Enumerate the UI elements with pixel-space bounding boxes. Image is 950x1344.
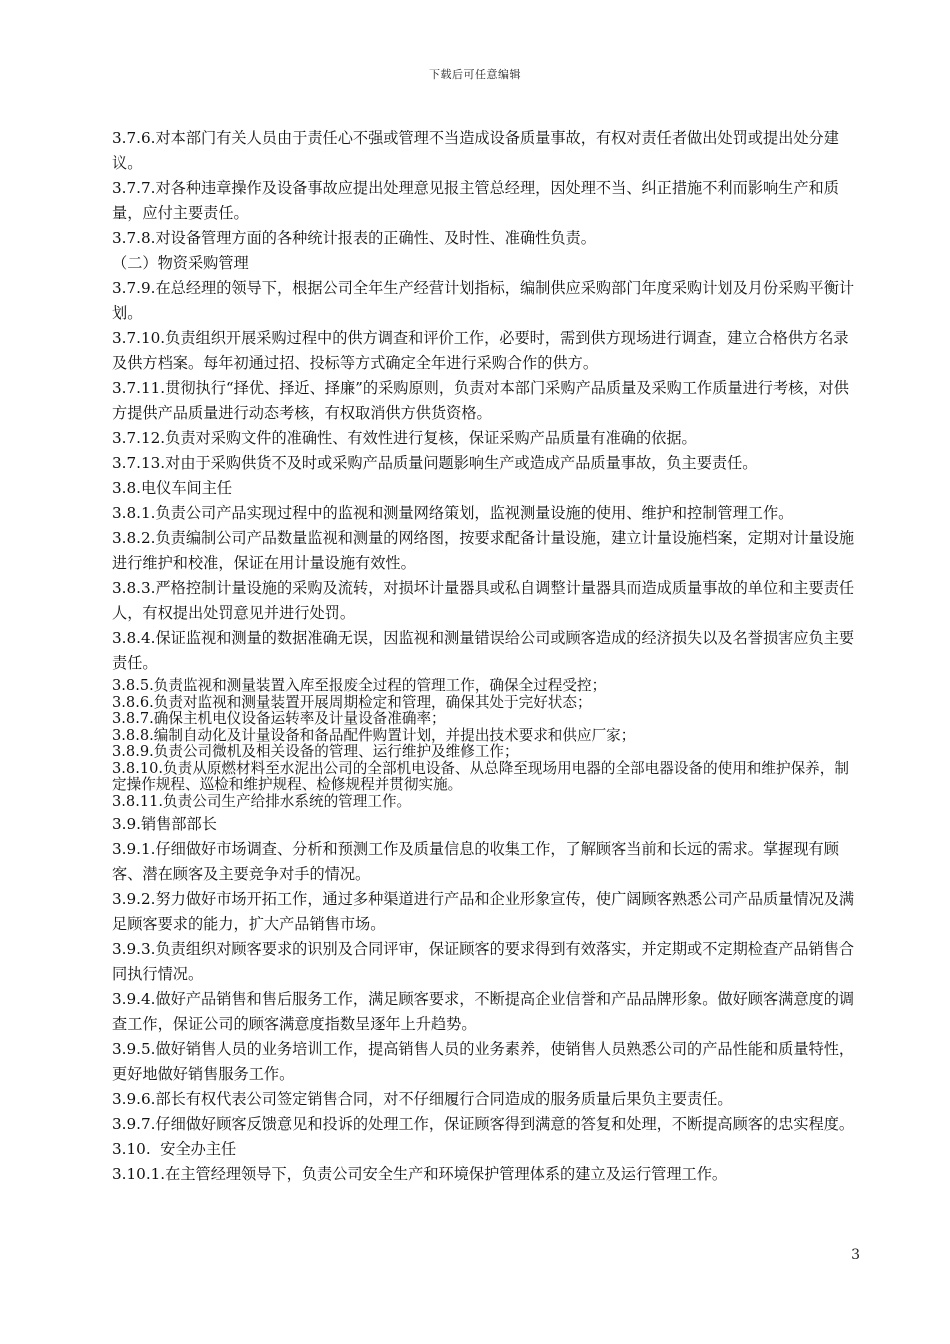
paragraph-3-7-11: 3.7.11.贯彻执行“择优、择近、择廉”的采购原则，负责对本部门采购产品质量及采购工作质量进行考核，对供方提供产品质量进行动态考核，有权取消供方供货资格。 [112,379,849,422]
paragraph-3-10-1: 3.10.1.在主管经理领导下，负责公司安全生产和环境保护管理体系的建立及运行管理工作。 [112,1165,728,1183]
paragraph-3-8-5: 3.8.5.负责监视和测量装置入库至报废全过程的管理工作，确保全过程受控； [112,677,607,694]
paragraph-3-8-6: 3.8.6.负责对监视和测量装置开展周期检定和管理，确保其处于完好状态； [112,693,592,711]
section-heading-3-8: 3.8.电仪车间主任 [112,479,233,497]
paragraph-3-8-10: 3.8.10.负责从原燃材料至水泥出公司的全部机电设备、从总降至现场用电器的全部电器设备的使用和维护保养，制定操作规程、巡检和维护规程、检修规程并贯彻实施。 [112,759,849,793]
page-number: 3 [851,1247,860,1263]
section-heading-3-10: 3.10. 安全办主任 [112,1140,237,1158]
paragraph-3-8-9: 3.8.9.负责公司微机及相关设备的管理、运行维护及维修工作； [112,743,519,760]
paragraph-3-8-1: 3.8.1.负责公司产品实现过程中的监视和测量网络策划，监视测量设施的使用、维护和控制管理工作。 [112,504,794,522]
paragraph-3-9-7: 3.9.7.仔细做好顾客反馈意见和投诉的处理工作，保证顾客得到满意的答复和处理，不断提高顾客的忠实程度。 [112,1115,855,1133]
document-body [112,126,860,1187]
paragraph-3-8-4: 3.8.4.保证监视和测量的数据准确无误，因监视和测量错误给公司或顾客造成的经济损失以及名誉损害应负主要责任。 [112,629,855,672]
paragraph-3-9-3: 3.9.3.负责组织对顾客要求的识别及合同评审，保证顾客的要求得到有效落实，并定期或不定期检查产品销售合同执行情况。 [112,940,855,983]
paragraph-3-7-13: 3.7.13.对由于采购供货不及时或采购产品质量问题影响生产或造成产品质量事故，负主要责任。 [112,454,758,472]
section-heading-material-procurement: （二）物资采购管理 [112,254,249,272]
paragraph-3-7-12: 3.7.12.负责对采购文件的准确性、有效性进行复核，保证采购产品质量有准确的依据。 [112,429,697,447]
paragraph-3-8-2: 3.8.2.负责编制公司产品数量监视和测量的网络图，按要求配备计量设施，建立计量设施档案，定期对计量设施进行维护和校准，保证在用计量设施有效性。 [112,529,855,572]
paragraph-3-9-6: 3.9.6.部长有权代表公司签定销售合同，对不仔细履行合同造成的服务质量后果负主要责任。 [112,1090,733,1108]
paragraph-3-9-1: 3.9.1.仔细做好市场调查、分析和预测工作及质量信息的收集工作，了解顾客当前和长远的需求。掌握现有顾客、潜在顾客及主要竞争对手的情况。 [112,840,839,883]
tight-paragraph-group [112,678,860,810]
paragraph-3-8-11: 3.8.11.负责公司生产给排水系统的管理工作。 [112,792,412,810]
paragraph-3-7-6: 3.7.6.对本部门有关人员由于责任心不强或管理不当造成设备质量事故，有权对责任者做出处罚或提出处分建议。 [112,129,839,172]
paragraph-3-7-9: 3.7.9.在总经理的领导下，根据公司全年生产经营计划指标，编制供应采购部门年度采购计划及月份采购平衡计划。 [112,279,855,322]
page-header: 下载后可任意编辑 [429,68,521,81]
paragraph-3-7-10: 3.7.10.负责组织开展采购过程中的供方调查和评价工作，必要时，需到供方现场进行调查，建立合格供方名录及供方档案。每年初通过招、投标等方式确定全年进行采购合作的供方。 [112,329,849,372]
paragraph-3-9-5: 3.9.5.做好销售人员的业务培训工作，提高销售人员的业务素养，使销售人员熟悉公司的产品性能和质量特性，更好地做好销售服务工作。 [112,1040,855,1083]
paragraph-3-8-3: 3.8.3.严格控制计量设施的采购及流转，对损坏计量器具或私自调整计量器具而造成质量事故的单位和主要责任人，有权提出处罚意见并进行处罚。 [112,579,855,622]
paragraph-3-8-7: 3.8.7.确保主机电仪设备运转率及计量设备准确率； [112,710,446,727]
paragraph-3-8-8: 3.8.8.编制自动化及计量设备和备品配件购置计划，并提出技术要求和供应厂家； [112,726,636,744]
section-heading-3-9: 3.9.销售部部长 [112,815,217,833]
paragraph-3-9-4: 3.9.4.做好产品销售和售后服务工作，满足顾客要求，不断提高企业信誉和产品品牌形象。做好顾客满意度的调查工作，保证公司的顾客满意度指数呈逐年上升趋势。 [112,990,855,1033]
paragraph-3-7-8: 3.7.8.对设备管理方面的各种统计报表的正确性、及时性、准确性负责。 [112,229,596,247]
paragraph-3-7-7: 3.7.7.对各种违章操作及设备事故应提出处理意见报主管总经理，因处理不当、纠正措施不利而影响生产和质量，应付主要责任。 [112,179,839,222]
paragraph-3-9-2: 3.9.2.努力做好市场开拓工作，通过多种渠道进行产品和企业形象宣传，使广阔顾客熟悉公司产品质量情况及满足顾客要求的能力，扩大产品销售市场。 [112,890,855,933]
